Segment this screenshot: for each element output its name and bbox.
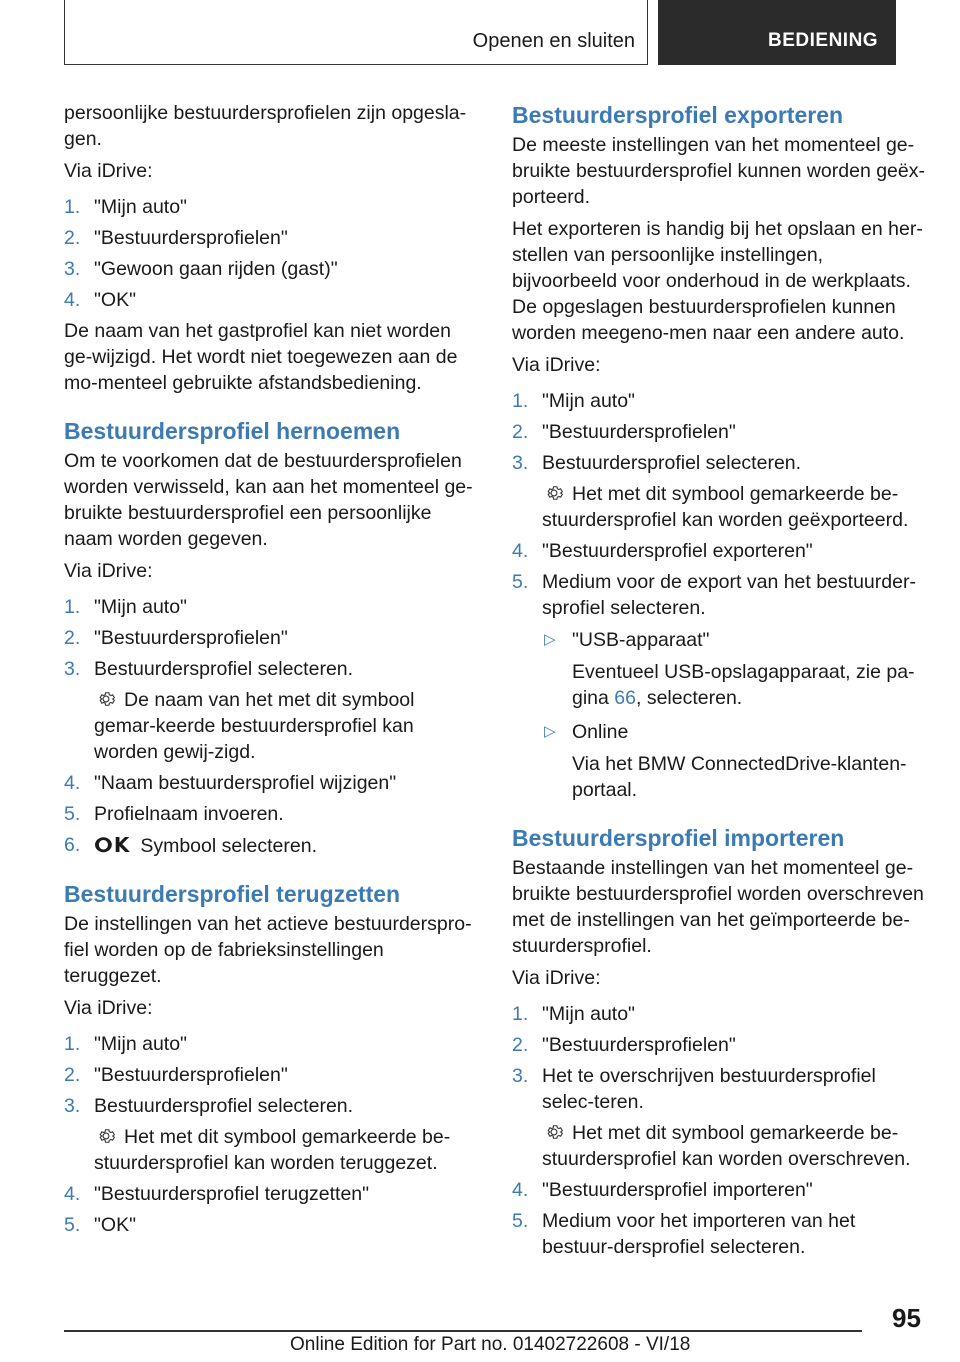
list-item: 1. "Mijn auto" (64, 1033, 187, 1055)
section-title: Openen en sluiten (472, 30, 635, 52)
export-text-2: Het exporteren is handig bij het opslaan en her-stellen van persoonlijke instellingen, bijvoorbeeld voor onderhoud in de werkplaats. De opgeslagen bestuurdersprofielen kunnen worden meegeno-men naar een andere auto. (512, 218, 923, 344)
list-item: ▷ "USB-apparaat" Eventueel USB-opslagapparaat, zie pa-gina 66, selecteren. (544, 629, 915, 709)
list-item: 2. "Bestuurdersprofielen" (64, 227, 288, 249)
list-item: 2. "Bestuurdersprofielen" (64, 1064, 288, 1086)
header-section-tab (64, 0, 648, 65)
via-idrive-label: Via iDrive: (64, 997, 153, 1019)
reset-steps (64, 1031, 478, 1238)
right-column (512, 100, 926, 1265)
gear-icon (96, 1126, 116, 1146)
heading-rename: Bestuurdersprofiel hernoemen (64, 418, 401, 444)
rename-steps (64, 594, 478, 859)
import-symbol-note: Het met dit symbool gemarkeerde be-stuurdersprofiel kan worden overschreven. (542, 1122, 911, 1170)
list-item: 1. "Mijn auto" (512, 1003, 635, 1025)
intro-text: persoonlijke bestuurdersprofielen zijn opgesla-gen. (64, 102, 467, 150)
gear-icon (544, 1122, 564, 1142)
rename-text: Om te voorkomen dat de bestuurdersprofielen worden verwisseld, kan aan het momenteel ge-bruikte bestuurdersprofiel een persoonlijke naam worden gegeven. (64, 450, 473, 550)
export-steps (512, 388, 926, 803)
guest-steps (64, 194, 478, 313)
export-media-options (542, 627, 926, 803)
list-item: 3. Bestuurdersprofiel selecteren. De naam van het met dit symbool gemar-keerde bestuurdersprofiel kan worden gewij-zigd. (64, 656, 478, 765)
list-item: 5. Medium voor het importeren van het bestuur-dersprofiel selecteren. (512, 1210, 856, 1258)
reset-symbol-note: Het met dit symbool gemarkeerde be-stuurdersprofiel kan worden teruggezet. (94, 1126, 451, 1174)
export-symbol-note: Het met dit symbool gemarkeerde be-stuurdersprofiel kan worden geëxporteerd. (542, 483, 909, 531)
chapter-title: BEDIENING (768, 30, 879, 51)
via-idrive-label: Via iDrive: (64, 160, 153, 182)
export-text-1: De meeste instellingen van het momenteel ge-bruikte bestuurdersprofiel kunnen worden geëx-porteerd. (512, 134, 925, 208)
triangle-bullet-icon: ▷ (544, 631, 556, 648)
list-item: 5. Profielnaam invoeren. (64, 803, 284, 825)
heading-export: Bestuurdersprofiel exporteren (512, 102, 844, 128)
edition-text: Online Edition for Part no. 01402722608 - VI/18 (290, 1334, 691, 1355)
list-item: 1. "Mijn auto" (64, 596, 187, 618)
via-idrive-label: Via iDrive: (512, 354, 601, 376)
import-text: Bestaande instellingen van het momenteel ge-bruikte bestuurdersprofiel worden overschreven met de instellingen van het geïmporteerde be-stuurdersprofiel. (512, 857, 924, 957)
import-steps (512, 1001, 926, 1260)
list-item: 1. "Mijn auto" (64, 196, 187, 218)
list-item: 4. "Naam bestuurdersprofiel wijzigen" (64, 772, 397, 794)
list-item: 5. "OK" (64, 1214, 137, 1236)
heading-reset: Bestuurdersprofiel terugzetten (64, 881, 401, 907)
page-number: 95 (892, 1303, 921, 1333)
list-item: 2. "Bestuurdersprofielen" (512, 421, 736, 443)
via-idrive-label: Via iDrive: (64, 560, 153, 582)
left-column (64, 100, 478, 1243)
list-item: 6. ⵔK Symbool selecteren. (64, 833, 317, 857)
list-item: 4. "OK" (64, 289, 137, 311)
footer-divider (64, 1330, 862, 1332)
heading-import: Bestuurdersprofiel importeren (512, 825, 845, 851)
list-item: 2. "Bestuurdersprofielen" (512, 1034, 736, 1056)
list-item: 3. "Gewoon gaan rijden (gast)" (64, 258, 338, 280)
rename-symbol-note: De naam van het met dit symbool gemar-keerde bestuurdersprofiel kan worden gewij-zigd. (94, 689, 415, 763)
reset-text: De instellingen van het actieve bestuurderspro-fiel worden op de fabrieksinstellingen teruggezet. (64, 913, 472, 987)
page-link[interactable]: 66 (614, 687, 636, 709)
list-item: 4. "Bestuurdersprofiel terugzetten" (64, 1183, 370, 1205)
list-item: 3. Het te overschrijven bestuurdersprofiel selec-teren. Het met dit symbool gemarkeerde be-stuurdersprofiel kan worden overschreven. (512, 1063, 926, 1172)
gear-icon (96, 689, 116, 709)
list-item: 3. Bestuurdersprofiel selecteren. Het met dit symbool gemarkeerde be-stuurdersprofiel kan worden teruggezet. (64, 1093, 478, 1176)
list-item: 2. "Bestuurdersprofielen" (64, 627, 288, 649)
list-item: 1. "Mijn auto" (512, 390, 635, 412)
list-item: ▷ Online Via het BMW ConnectedDrive-klanten-portaal. (544, 721, 907, 801)
list-item: 5. Medium voor de export van het bestuurder-sprofiel selecteren. ▷ "USB-apparaat" Eventueel USB-opslagapparaat, zie pa-gina 66, selecteren. ▷ Online Via het BMW ConnectedDrive-klanten-portaal. (512, 569, 926, 803)
list-item: 3. Bestuurdersprofiel selecteren. Het met dit symbool gemarkeerde be-stuurdersprofiel kan worden geëxporteerd. (512, 450, 926, 533)
via-idrive-label: Via iDrive: (512, 967, 601, 989)
triangle-bullet-icon: ▷ (544, 723, 556, 740)
guest-profile-note: De naam van het gastprofiel kan niet worden ge-wijzigd. Het wordt niet toegewezen aan de mo-menteel gebruikte afstandsbediening. (64, 320, 458, 394)
gear-icon (544, 483, 564, 503)
hand-pointer-icon (895, 28, 921, 54)
list-item: 4. "Bestuurdersprofiel exporteren" (512, 540, 813, 562)
list-item: 4. "Bestuurdersprofiel importeren" (512, 1179, 813, 1201)
ok-icon: ⵔK (94, 833, 131, 857)
header-chapter-tab (658, 0, 896, 65)
